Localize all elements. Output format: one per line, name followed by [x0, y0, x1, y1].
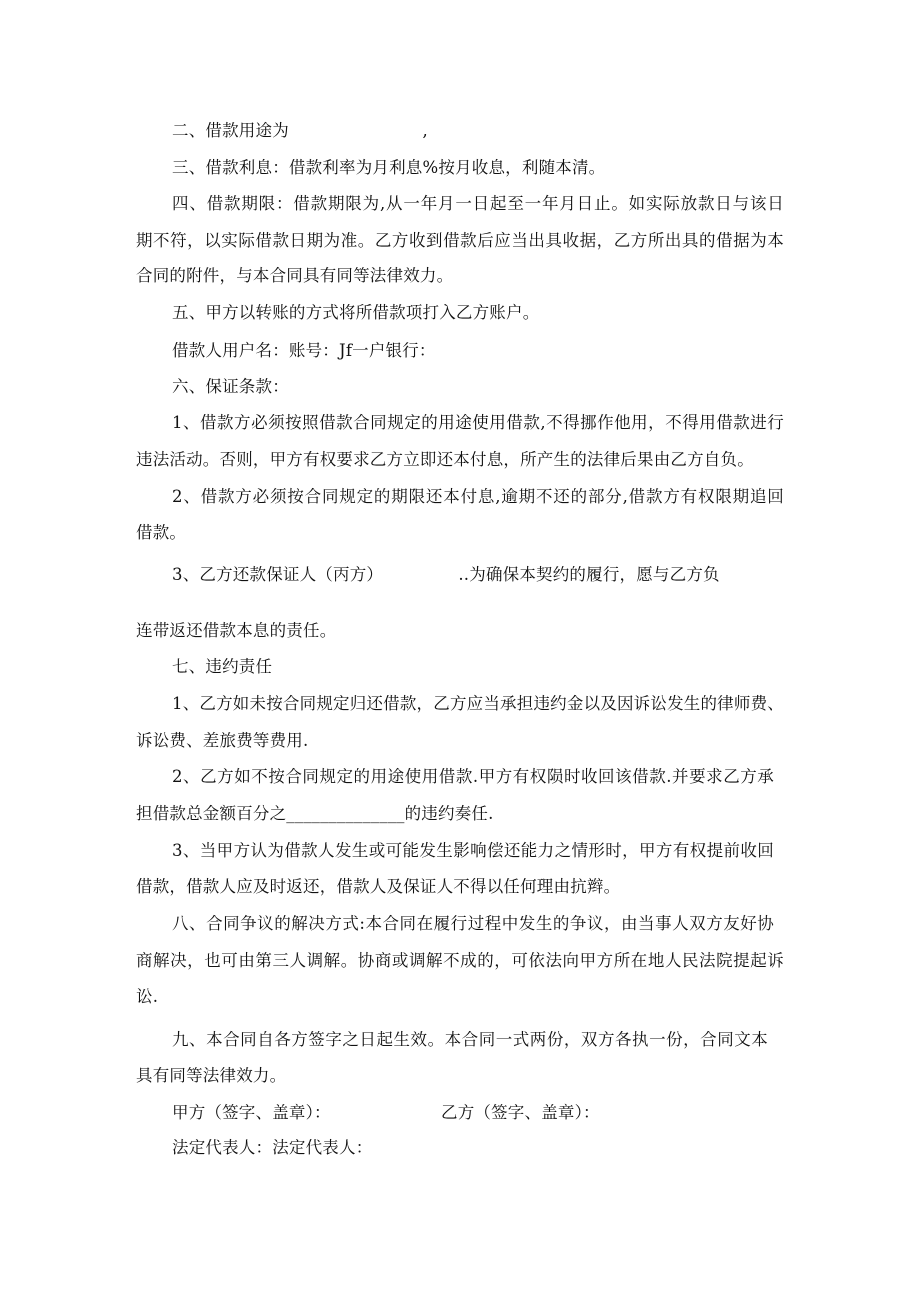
clause-7-2-line-2: 担借款总金额百分之______________的违约奏任.: [136, 804, 494, 823]
clause-3-interest: 三、借款利息：借款利率为月利息%按月收息，利随本清。: [172, 158, 606, 177]
clause-4-term-line-2: 期不符，以实际借款日期为准。乙方收到借款后应当出具收据，乙方所出具的借据为本: [136, 231, 784, 250]
clause-7-3-line-1: 3、当甲方认为借款人发生或可能发生影响偿还能力之情形时，甲方有权提前收回: [172, 841, 774, 860]
clause-6-3-line-1: 3、乙方还款保证人（丙方） ..为确保本契约的履行，愿与乙方负: [172, 565, 720, 584]
clause-6-2-line-1: 2、借款方必须按合同规定的期限还本付息,逾期不还的部分,借款方有权限期追回: [172, 487, 784, 506]
clause-8-line-3: 讼.: [136, 987, 159, 1006]
legal-representatives-line: 法定代表人：法定代表人：: [172, 1138, 373, 1157]
clause-6-1-line-1: 1、借款方必须按照借款合同规定的用途使用借款,不得挪作他用，不得用借款进行: [172, 413, 784, 432]
clause-7-heading: 七、违约责任: [172, 657, 273, 676]
clause-6-2-line-2: 借款。: [136, 523, 187, 542]
clause-7-1-line-2: 诉讼费、差旅费等费用.: [136, 731, 309, 750]
clause-2-purpose: 二、借款用途为 ,: [172, 121, 428, 140]
clause-5-transfer: 五、甲方以转账的方式将所借款项打入乙方账户。: [172, 303, 540, 322]
clause-7-2-line-1: 2、乙方如不按合同规定的用途使用借款.甲方有权陨时收回该借款.并要求乙方承: [172, 767, 774, 786]
clause-4-term-line-1: 四、借款期限：借款期限为,从一年月一日起至一年月日止。如实际放款日与该日: [172, 194, 784, 213]
clause-7-1-line-1: 1、乙方如未按合同规定归还借款，乙方应当承担违约金以及因诉讼发生的律师费、: [172, 694, 784, 713]
clause-6-heading: 六、保证条款：: [172, 377, 289, 396]
clause-7-3-line-2: 借款，借款人应及时返还，借款人及保证人不得以任何理由抗辫。: [136, 877, 621, 896]
clause-9-line-2: 具有同等法律效力。: [136, 1066, 287, 1085]
party-b-signature-label: 乙方（签字、盖章）：: [441, 1103, 600, 1122]
borrower-account-line: 借款人用户名：账号：Jf一户银行：: [172, 341, 436, 360]
clause-4-term-line-3: 合同的附件，与本合同具有同等法律效力。: [136, 266, 454, 285]
party-a-signature-label: 甲方（签字、盖章）：: [172, 1103, 331, 1122]
clause-6-3-line-2: 连带返还借款本息的责任。: [136, 621, 337, 640]
clause-9-line-1: 九、本合同自各方签字之日起生效。本合同一式两份，双方各执一份，合同文本: [172, 1030, 768, 1049]
clause-8-line-2: 商解决，也可由第三人调解。协商或调解不成的，可依法向甲方所在地人民法院提起诉: [136, 951, 784, 970]
clause-6-1-line-2: 违法活动。否则，甲方有权要求乙方立即还本付息，所产生的法律后果由乙方自负。: [136, 450, 754, 469]
clause-8-line-1: 八、合同争议的解决方式:本合同在履行过程中发生的争议，由当事人双方友好协: [172, 914, 774, 933]
